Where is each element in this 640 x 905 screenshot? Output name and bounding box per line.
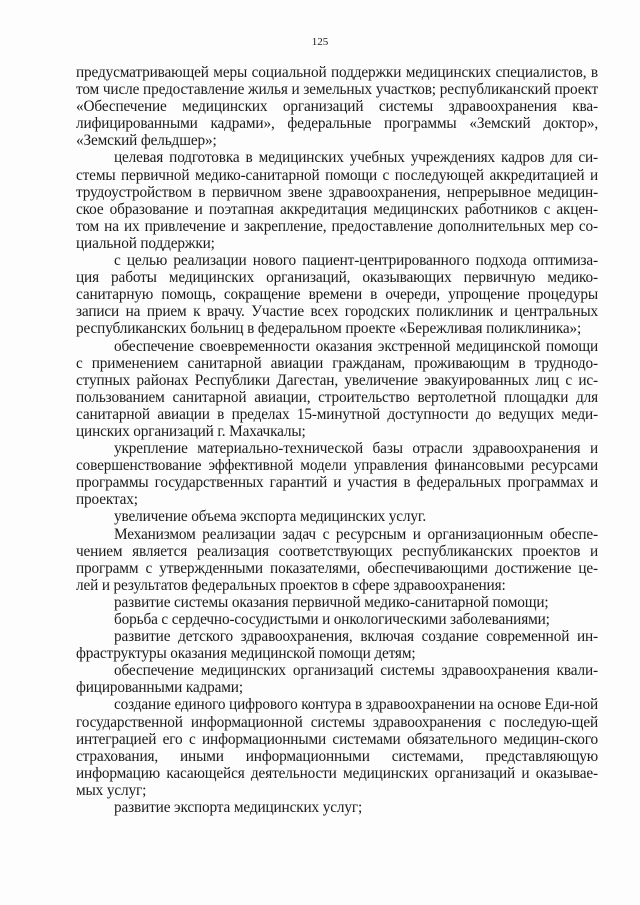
paragraph: создание единого цифрового контура в здравоохранении на основе Еди-ной государственной информационной системы здравоохранения с последую-щей интеграцией его с информационными системами обязательного медицин-ского страхования, иными информационными системами, представляющую информацию касающейся деятельности медицинских организаций и оказывае-мых услуг; [76,696,598,799]
paragraph: с целью реализации нового пациент-центрированного подхода оптимиза-ция работы медицинских организаций, оказывающих первичную медико-санитарную помощь, сокращение времени в очереди, упрощение процедуры записи на прием к врачу. Участие всех городских поликлиник и центральных республиканских больниц в федеральном проекте «Бережливая поликлиника»; [76,252,598,338]
page-number: 125 [311,36,329,48]
paragraph: обеспечение своевременности оказания экстренной медицинской помощи с применением санитарной авиации гражданам, проживающим в труднодо-ступных районах Республики Дагестан, увеличение эвакуированных лиц с ис-пользованием санитарной авиации, строительство вертолетной площадки для санитарной авиации в пределах 15-минутной доступности до ведущих меди-цинских организаций г. Махачкалы; [76,337,598,440]
body-text [76,64,598,816]
paragraph: увеличение объема экспорта медицинских услуг. [114,508,426,526]
paragraph: целевая подготовка в медицинских учебных учреждениях кадров для си-стемы первичной медико-санитарной помощи с последующей аккредитацией и трудоустройством в первичном звене здравоохранения, непрерывное медицин-ское образование и поэтапная аккредитация медицинских работников с акцен-том на их привлечение и закрепление, предоставление дополнительных мер со-циальной поддержки; [76,149,598,252]
paragraph: борьба с сердечно-сосудистыми и онкологическими заболеваниями; [114,611,550,628]
paragraph: укрепление материально-технической базы отрасли здравоохранения и совершенствование эффективной модели управления финансовыми ресурсами программы государственных гарантий и участия в федеральных программах и проектах; [76,440,598,509]
paragraph: развитие экспорта медицинских услуг; [114,799,363,817]
paragraph: обеспечение медицинских организаций системы здравоохранения квали-фицированными кадрами; [76,662,598,697]
paragraph: предусматривающей меры социальной поддержки медицинских специалистов, в том числе предоставление жилья и земельных участков; республиканский проект «Обеспечение медицинских организаций системы здравоохранения ква-лифицированными кадрами», федеральные программы «Земский доктор», «Земский фельдшер»; [76,64,598,150]
paragraph: развитие системы оказания первичной медико-санитарной помощи; [114,593,549,611]
paragraph: Механизмом реализации задач с ресурсным и организационным обеспе-чением является реализация соответствующих республиканских проектов и программ с утвержденными показателями, обеспечивающими достижение це-лей и результатов федеральных проектов в сфере здравоохранения: [76,525,598,594]
paragraph: развитие детского здравоохранения, включая создание современной ин-фраструктуры оказания медицинской помощи детям; [76,628,598,663]
